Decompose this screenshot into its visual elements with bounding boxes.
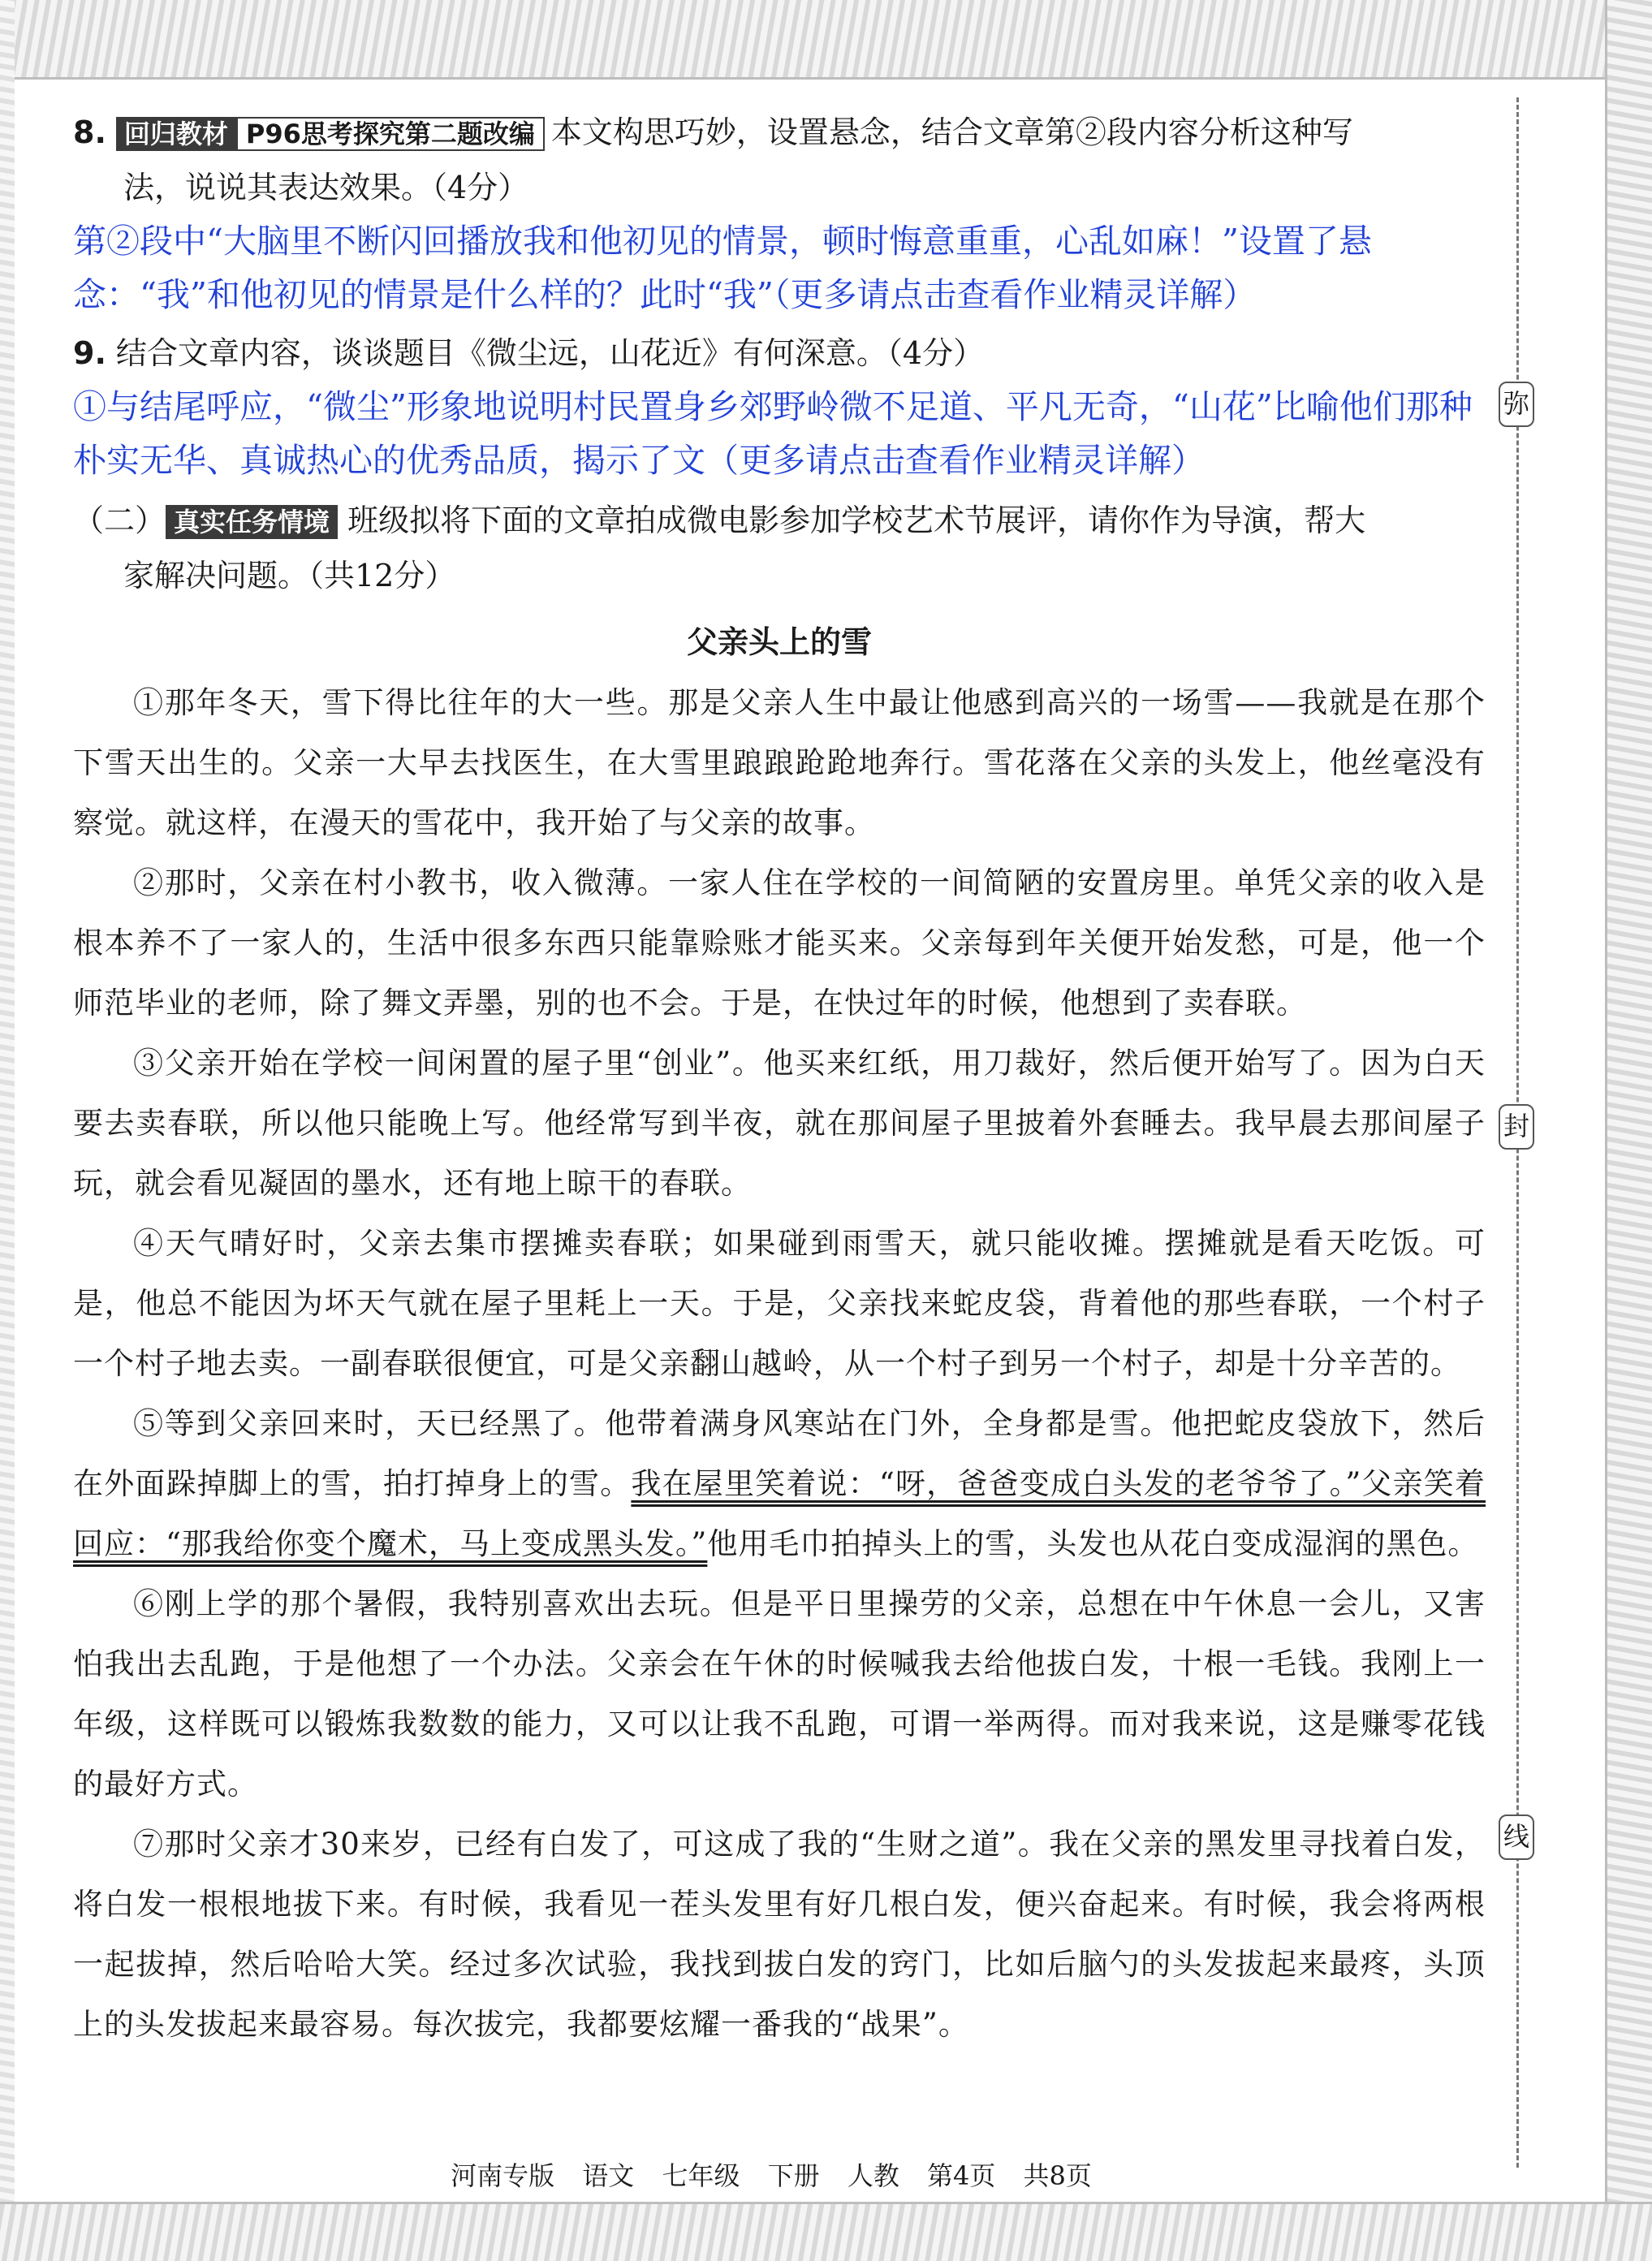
question-number: 8. — [73, 114, 106, 150]
question-8 — [73, 106, 1486, 321]
footer-volume: 下册 — [767, 2160, 820, 2191]
binding-mark-mi: 弥 — [1499, 382, 1534, 427]
page-border-left — [0, 0, 15, 2261]
question-stem: 结合文章内容，谈谈题目《微尘远，山花近》有何深意。（4分） — [115, 335, 985, 371]
paragraph-3: ③父亲开始在学校一间闲置的屋子里“创业”。他买来红纸，用刀裁好，然后便开始写了。因为白天要去卖春联，所以他只能晚上写。他经常写到半夜，就在那间屋子里披着外套睡去。我早晨去那间屋子玩，就会看见凝固的墨水，还有地上晾干的春联。 — [73, 1046, 1486, 1201]
footer-edition: 河南专版 — [451, 2160, 555, 2191]
section-intro: 班级拟将下面的文章拍成微电影参加学校艺术节展评，请你作为导演，帮大 — [347, 503, 1366, 538]
footer-page: 第4页 — [927, 2160, 996, 2191]
paragraph-5-part-b: 他用毛巾拍掉头上的雪，头发也从花白变成湿润的黑色。 — [707, 1526, 1479, 1561]
paragraph-2: ②那时，父亲在村小教书，收入微薄。一家人住在学校的一间简陋的安置房里。单凭父亲的收入是根本养不了一家人的，生活中很多东西只能靠赊账才能买来。父亲每到年关便开始发愁，可是，他一个师范毕业的老师，除了舞文弄墨，别的也不会。于是，在快过年的时候，他想到了卖春联。 — [73, 865, 1486, 1020]
paragraph-4: ④天气晴好时，父亲去集市摆摊卖春联；如果碰到雨雪天，就只能收摊。摆摊就是看天吃饭。可是，他总不能因为坏天气就在屋子里耗上一天。于是，父亲找来蛇皮袋，背着他的那些春联，一个村子一个村子地去卖。一副春联很便宜，可是父亲翻山越岭，从一个村子到另一个村子，却是十分辛苦的。 — [73, 1226, 1486, 1381]
tag-task: 真实任务情境 — [166, 505, 338, 539]
underlined-sentence: 我在屋里笑着说：“呀，爸爸变成白头发的老爷爷了。”父亲笑着回应：“那我给你变个魔术，马上变成黑头发。” — [73, 1466, 1486, 1561]
section-label: （二） — [73, 503, 166, 538]
footer-grade: 七年级 — [662, 2160, 740, 2191]
footer-subject: 语文 — [582, 2160, 635, 2191]
footer-total: 共8页 — [1023, 2160, 1092, 2191]
paragraph-6: ⑥刚上学的那个暑假，我特别喜欢出去玩。但是平日里操劳的父亲，总想在中午休息一会儿，又害怕我出去乱跑，于是他想了一个办法。父亲会在午休的时候喊我去给他拔白发，十根一毛钱。我刚上一年级，这样既可以锻炼我数数的能力，又可以让我不乱跑，可谓一举两得。而对我来说，这是赚零花钱的最好方式。 — [73, 1586, 1486, 1801]
page-content — [73, 106, 1486, 2055]
article-title: 父亲头上的雪 — [686, 624, 872, 660]
question-stem: 本文构思巧妙，设置悬念，结合文章第②段内容分析这种写 — [550, 114, 1353, 150]
question-number: 9. — [73, 335, 106, 371]
paragraph-7: ⑦那时父亲才30来岁，已经有白发了，可这成了我的“生财之道”。我在父亲的黑发里寻找着白发，将白发一根根地拔下来。有时候，我看见一茬头发里有好几根白发，便兴奋起来。有时候，我会将两根一起拔掉，然后哈哈大笑。经过多次试验，我找到拔白发的窍门，比如后脑勺的头发拔起来最疼，头顶上的头发拔起来最容易。每次拔完，我都要炫耀一番我的“战果”。 — [73, 1827, 1486, 2042]
page-footer — [0, 2155, 1542, 2193]
question-stem-cont: 法，说说其表达效果。（4分） — [123, 170, 529, 205]
page-border-bottom — [0, 2202, 1652, 2261]
tag-source: P96思考探究第二题改编 — [236, 117, 545, 151]
page-border-right — [1605, 0, 1652, 2261]
answer-9: ①与结尾呼应，“微尘”形象地说明村民置身乡郊野岭微不足道、平凡无奇，“山花”比喻他们那种朴实无华、真诚热心的优秀品质，揭示了文（更多请点击查看作业精灵详解） — [73, 387, 1473, 480]
footer-publisher: 人教 — [847, 2160, 899, 2191]
binding-mark-xian: 线 — [1499, 1814, 1534, 1860]
answer-8: 第②段中“大脑里不断闪回播放我和他初见的情景，顿时悔意重重，心乱如麻！”设置了悬念：“我”和他初见的情景是什么样的？此时“我”（更多请点击查看作业精灵详解） — [73, 222, 1372, 314]
paragraph-5 — [73, 1394, 1486, 1574]
section-2-intro — [73, 494, 1486, 602]
section-intro-cont: 家解决问题。（共12分） — [123, 558, 456, 593]
paragraph-1: ①那年冬天，雪下得比往年的大一些。那是父亲人生中最让他感到高兴的一场雪——我就是在那个下雪天出生的。父亲一大早去找医生，在大雪里踉踉跄跄地奔行。雪花落在父亲的头发上，他丝毫没有察觉。就这样，在漫天的雪花中，我开始了与父亲的故事。 — [73, 685, 1486, 840]
paragraph-5-part-a: ⑤等到父亲回来时，天已经黑了。他带着满身风寒站在门外，全身都是雪。他把蛇皮袋放下，然后在外面跺掉脚上的雪，拍打掉身上的雪。 — [73, 1406, 1486, 1501]
page-border-top — [0, 0, 1652, 80]
binding-mark-feng: 封 — [1499, 1104, 1534, 1150]
question-9 — [73, 326, 1486, 487]
tag-textbook: 回归教材 — [116, 117, 236, 151]
